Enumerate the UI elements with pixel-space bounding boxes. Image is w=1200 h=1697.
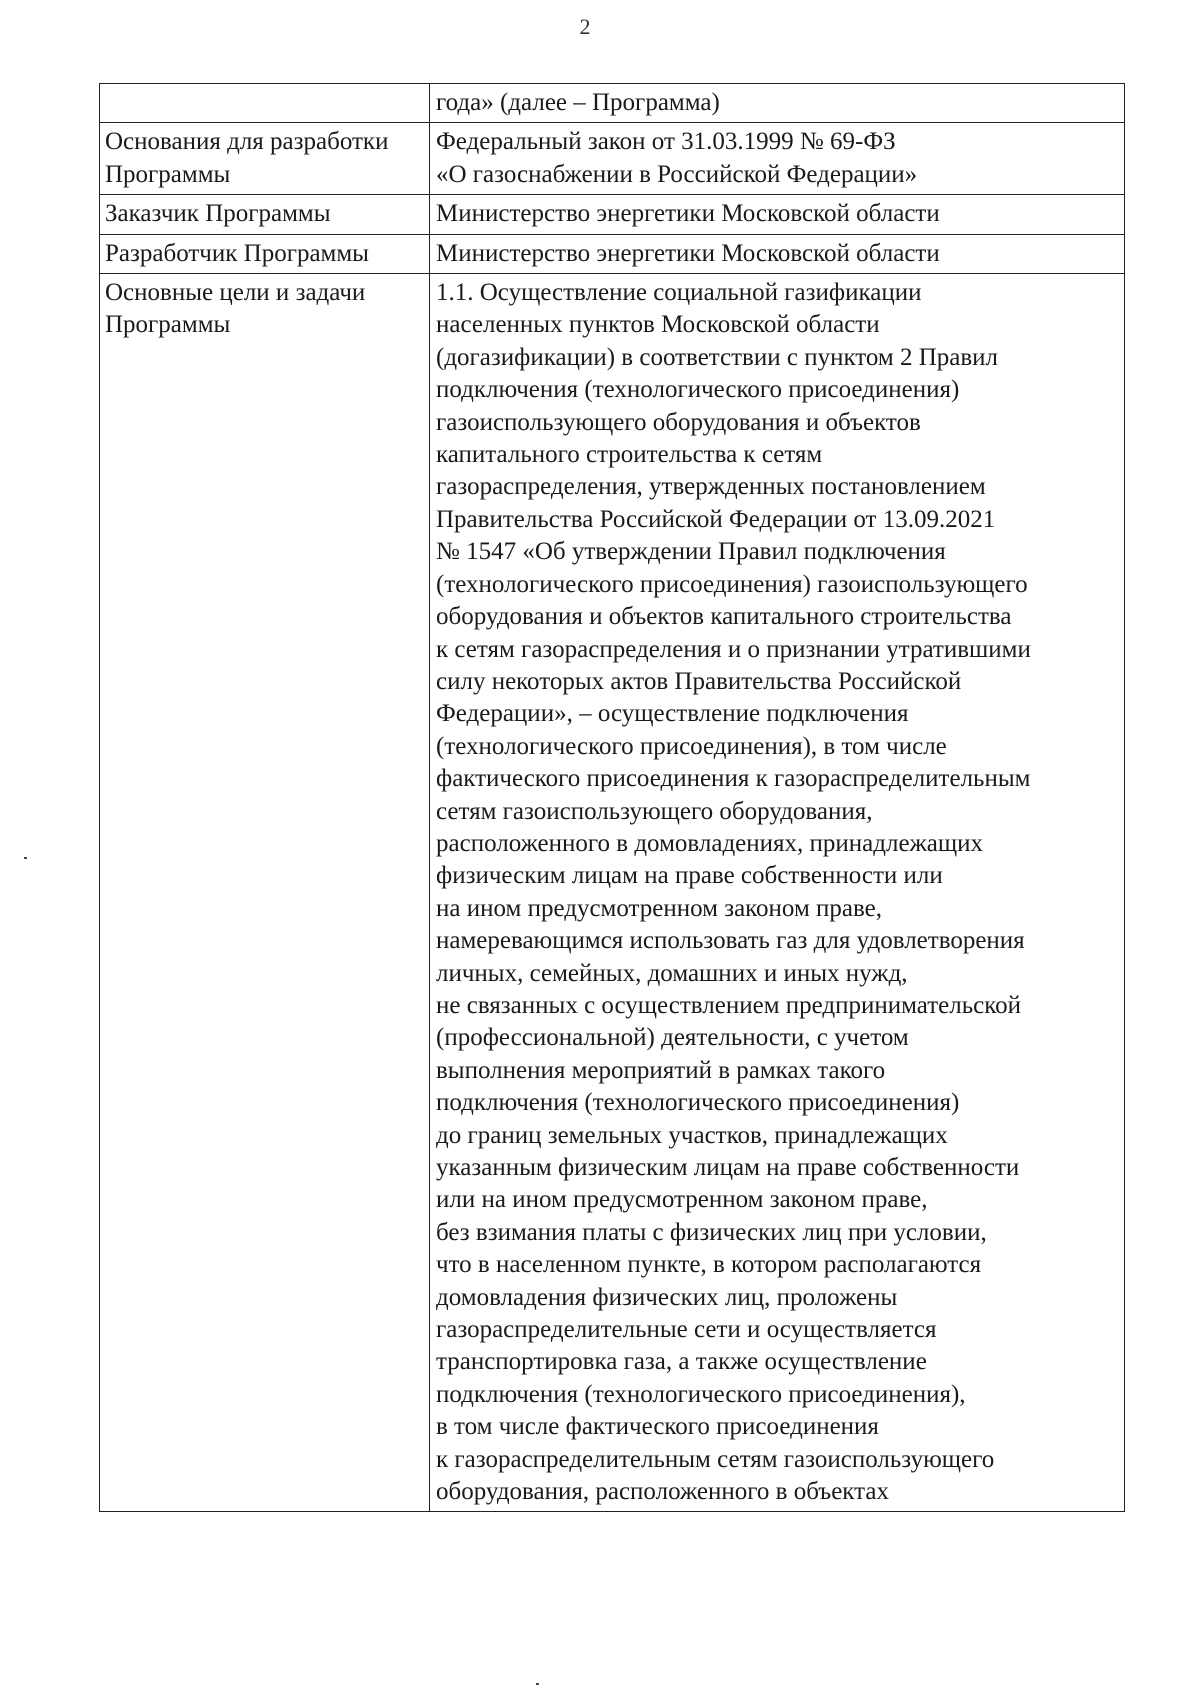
value-line: Правительства Российской Федерации от 13.09.2021 (436, 505, 996, 533)
value-line: года» (далее – Программа) (436, 89, 720, 116)
row-label-cell (100, 234, 430, 273)
value-line: газоиспользующего оборудования и объектов (436, 408, 921, 436)
value-line: расположенного в домовладениях, принадлежащих (436, 829, 984, 857)
row-customer (100, 195, 1125, 234)
label-line: Разработчик Программы (105, 239, 369, 267)
label-line: Заказчик Программы (105, 200, 331, 228)
value-line: капитального строительства к сетям (436, 441, 823, 469)
row-label-cell (100, 123, 430, 195)
value-line: личных, семейных, домашних и иных нужд, (436, 959, 908, 987)
value-line: 1.1. Осуществление социальной газификации (436, 279, 922, 307)
value-line: домовладения физических лиц, проложены (436, 1283, 898, 1311)
row-label-cell (100, 84, 430, 123)
row-basis (100, 123, 1125, 195)
row-label-cell (100, 195, 430, 234)
value-line: газораспределения, утвержденных постановлением (436, 473, 986, 501)
value-line: или на ином предусмотренном законом праве, (436, 1186, 928, 1214)
value-line: сетям газоиспользующего оборудования, (436, 797, 873, 825)
row-value-cell (430, 274, 1125, 1512)
value-line: газораспределительные сети и осуществляется (436, 1316, 937, 1344)
row-value-cell (430, 123, 1125, 195)
value-line: оборудования и объектов капитального строительства (436, 603, 1012, 631)
label-line: Программы (105, 160, 231, 188)
value-line: (технологического присоединения) газоиспользующего (436, 570, 1028, 598)
value-line: на ином предусмотренном законом праве, (436, 894, 883, 922)
program-passport-table (99, 83, 1125, 1512)
value-line: к газораспределительным сетям газоиспользующего (436, 1445, 995, 1473)
row-goals (100, 274, 1125, 1512)
value-line: без взимания платы с физических лиц при условии, (436, 1218, 987, 1246)
row-developer (100, 234, 1125, 273)
value-line: Министерство энергетики Московской области (436, 239, 940, 267)
scan-speck (536, 1683, 539, 1685)
value-line: (технологического присоединения), в том числе (436, 732, 947, 760)
label-line: Программы (105, 311, 231, 339)
value-line: подключения (технологического присоединения) (436, 376, 960, 404)
row-value-cell (430, 234, 1125, 273)
label-line: Основания для разработки (105, 128, 389, 156)
value-line: подключения (технологического присоединения) (436, 1089, 960, 1117)
value-line: в том числе фактического присоединения (436, 1413, 879, 1441)
value-line: «О газоснабжении в Российской Федерации» (436, 160, 918, 188)
value-line: населенных пунктов Московской области (436, 311, 880, 339)
value-line: Федерации», – осуществление подключения (436, 700, 909, 728)
value-line: не связанных с осуществлением предпринимательской (436, 991, 1021, 1019)
value-line: Федеральный закон от 31.03.1999 № 69-ФЗ (436, 128, 896, 156)
value-line: оборудования, расположенного в объектах (436, 1478, 889, 1506)
value-line: № 1547 «Об утверждении Правил подключения (436, 538, 946, 566)
value-line: силу некоторых актов Правительства Российской (436, 667, 962, 695)
row-value-cell (430, 195, 1125, 234)
value-line: подключения (технологического присоединения), (436, 1380, 966, 1408)
value-line: (профессиональной) деятельности, с учетом (436, 1024, 909, 1052)
row-label-cell (100, 274, 430, 1512)
value-line: что в населенном пункте, в котором располагаются (436, 1251, 982, 1279)
value-line: Министерство энергетики Московской области (436, 200, 940, 228)
row-continuation (100, 84, 1125, 123)
value-line: фактического присоединения к газораспределительным (436, 765, 1031, 793)
scan-speck (24, 857, 27, 859)
value-line: указанным физическим лицам на праве собственности (436, 1154, 1020, 1181)
value-line: физическим лицам на праве собственности или (436, 862, 943, 890)
value-line: (догазификации) в соответствии с пунктом 2 Правил (436, 343, 999, 371)
value-line: транспортировка газа, а также осуществление (436, 1348, 927, 1376)
value-line: намеревающимся использовать газ для удовлетворения (436, 927, 1025, 955)
label-line: Основные цели и задачи (105, 279, 366, 307)
row-value-cell (430, 84, 1125, 123)
value-line: до границ земельных участков, принадлежащих (436, 1121, 948, 1149)
value-line: выполнения мероприятий в рамках такого (436, 1056, 886, 1084)
value-line: к сетям газораспределения и о признании утратившими (436, 635, 1031, 663)
page-number: 2 (579, 14, 591, 39)
